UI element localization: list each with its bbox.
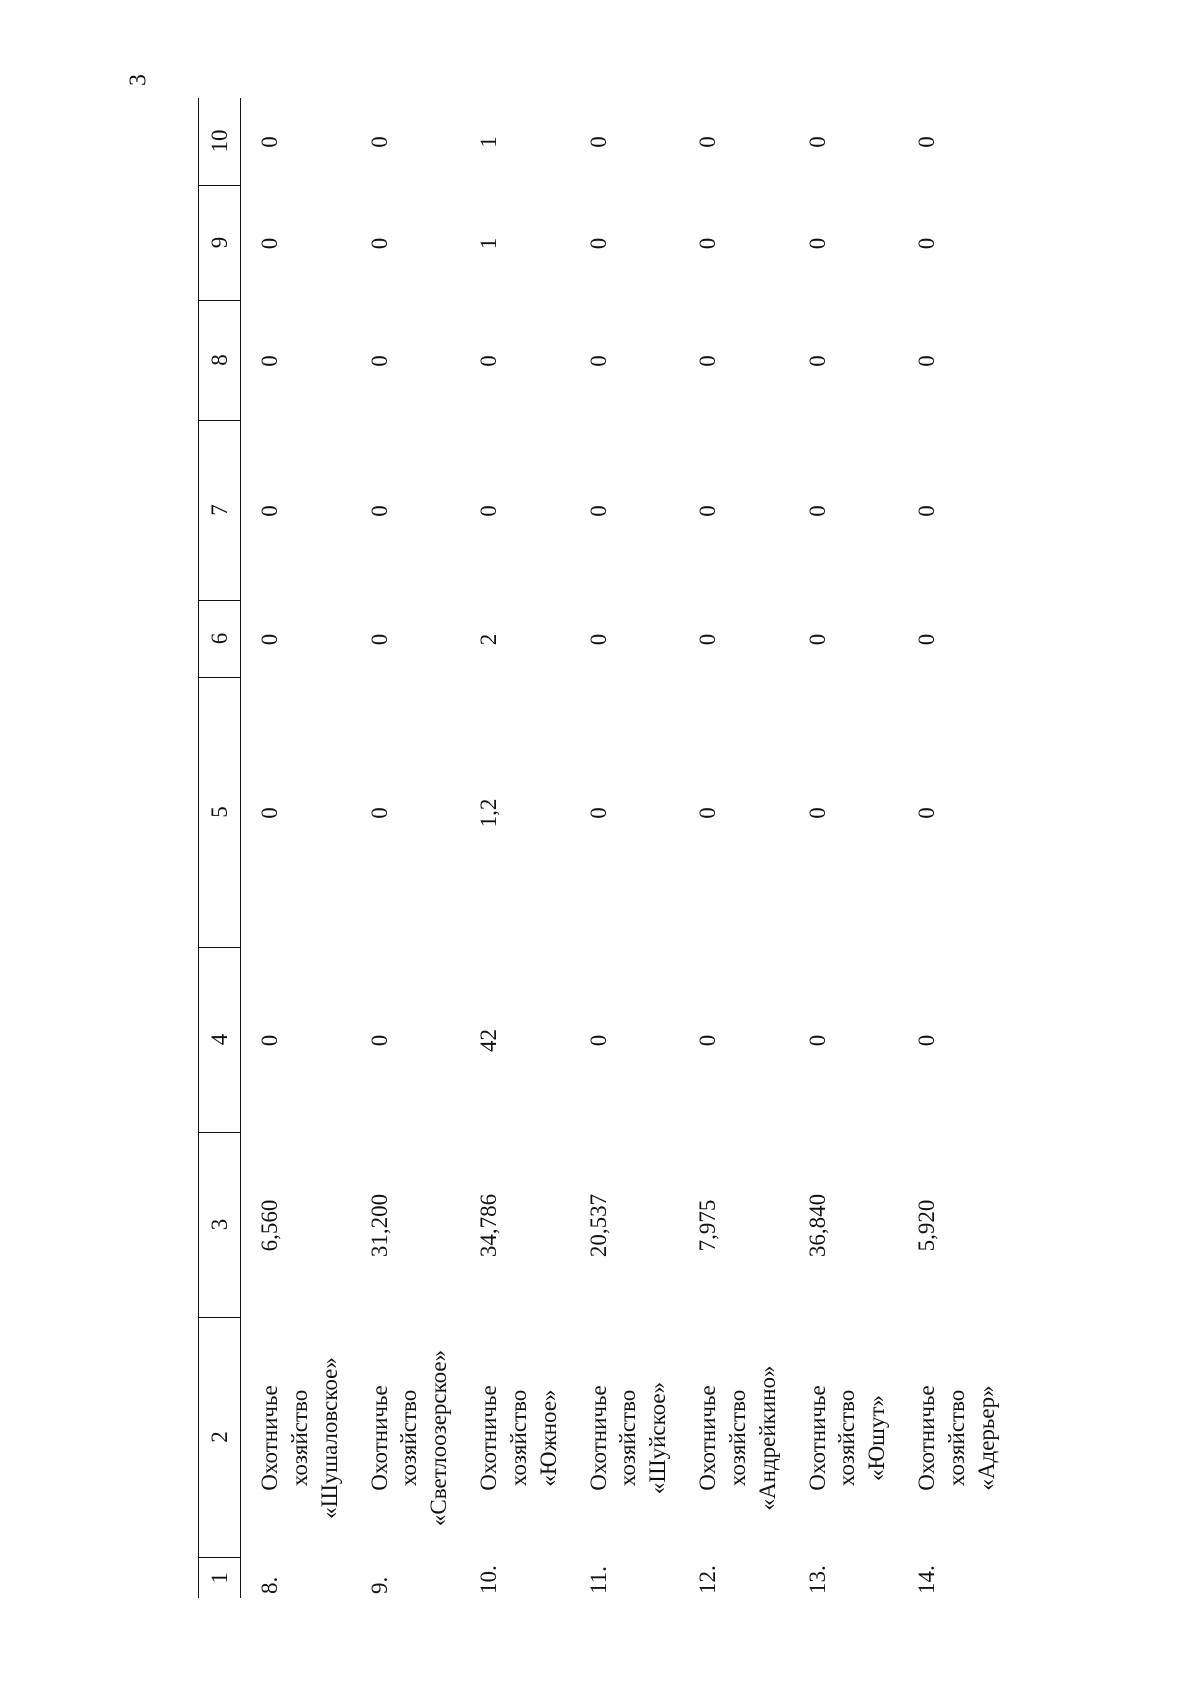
row-number: 11.	[585, 1566, 611, 1594]
header-cell: 2	[199, 1317, 240, 1558]
table-cell-c10: 0	[257, 136, 282, 148]
table-cell-c6: 0	[695, 633, 720, 646]
table-cell-c3: 6,560	[257, 1199, 282, 1252]
table-cell-c7: 0	[804, 505, 830, 517]
table-cell-c10: 0	[366, 136, 392, 148]
hunting-farm-name	[584, 1318, 674, 1558]
name-line: Охотничье	[476, 1385, 501, 1491]
table-cell-c8: 0	[695, 355, 720, 367]
header-cell: 5	[199, 677, 240, 948]
table-cell-c8: 0	[804, 355, 830, 367]
page-number: 3	[125, 74, 152, 86]
table-cell-c10: 0	[695, 136, 720, 148]
hunting-farm-name	[912, 1318, 1002, 1558]
table-cell-c4: 0	[914, 1034, 939, 1047]
table-cell-c9: 0	[804, 237, 830, 250]
name-line: Охотничье	[914, 1385, 939, 1491]
table-cell-c6: 2	[476, 633, 501, 646]
table-cell-c3: 5,920	[914, 1199, 939, 1252]
header-cell: 6	[199, 600, 240, 678]
header-cell: 9	[199, 185, 240, 301]
table-cell-c10: 0	[914, 136, 939, 148]
table-cell-c10: 0	[585, 136, 611, 148]
table-header-row	[198, 98, 241, 1598]
row-number: 13.	[804, 1565, 830, 1594]
table-cell-c5: 0	[585, 807, 611, 819]
table-cell-c7: 0	[366, 505, 392, 517]
table-cell-c7: 0	[585, 505, 611, 517]
name-line: хозяйство	[724, 1389, 750, 1487]
name-line: Охотничье	[804, 1385, 830, 1491]
name-line: «Светлоозерское»	[426, 1349, 452, 1527]
header-cell: 3	[199, 1132, 240, 1318]
name-line: «Юшут»	[864, 1395, 890, 1481]
name-line: «Шушаловское»	[316, 1357, 342, 1519]
table-cell-c4: 0	[695, 1034, 720, 1047]
table-cell-c10: 1	[476, 136, 501, 148]
hunting-farm-name	[365, 1318, 455, 1558]
name-line: хозяйство	[505, 1389, 531, 1487]
table-cell-c6: 0	[257, 633, 282, 646]
table-cell-c8: 0	[476, 355, 501, 367]
header-cell: 7	[199, 420, 240, 601]
table-cell-c3: 36,840	[804, 1193, 830, 1258]
row-number: 10.	[476, 1565, 501, 1594]
table-cell-c6: 0	[585, 633, 611, 646]
table-row	[474, 98, 584, 1598]
table-cell-c5: 1,2	[476, 798, 501, 828]
table-cell-c8: 0	[585, 355, 611, 367]
table-cell-c4: 42	[476, 1029, 501, 1052]
table-row	[584, 98, 694, 1598]
table-cell-c10: 0	[804, 136, 830, 148]
table-cell-c5: 0	[257, 807, 282, 819]
table-cell-c3: 31,200	[366, 1193, 392, 1258]
name-line: Охотничье	[695, 1385, 720, 1491]
name-line: хозяйство	[615, 1389, 641, 1487]
table-cell-c3: 34,786	[476, 1193, 501, 1258]
table-row	[693, 98, 803, 1598]
table-cell-c7: 0	[914, 505, 939, 517]
table-cell-c4: 0	[804, 1034, 830, 1047]
table-cell-c9: 0	[366, 237, 392, 250]
name-line: хозяйство	[396, 1389, 422, 1487]
data-table	[160, 98, 999, 1598]
table-cell-c7: 0	[695, 505, 720, 517]
table-cell-c5: 0	[914, 807, 939, 819]
table-cell-c5: 0	[804, 807, 830, 819]
hunting-farm-name	[803, 1318, 893, 1558]
name-line: Охотничье	[366, 1385, 392, 1491]
table-cell-c8: 0	[366, 355, 392, 367]
name-line: «Шуйское»	[645, 1381, 671, 1495]
table-row	[365, 98, 475, 1598]
table-cell-c8: 0	[914, 355, 939, 367]
hunting-farm-name	[255, 1318, 345, 1558]
table-cell-c9: 0	[695, 237, 720, 250]
hunting-farm-name	[693, 1318, 783, 1558]
name-line: «Андрейкино»	[754, 1365, 780, 1511]
row-number: 14.	[914, 1565, 939, 1594]
table-cell-c7: 0	[476, 505, 501, 517]
table-cell-c6: 0	[914, 633, 939, 646]
row-number: 9.	[366, 1576, 392, 1594]
name-line: хозяйство	[943, 1389, 969, 1487]
hunting-farm-name	[474, 1318, 564, 1558]
header-cell: 8	[199, 300, 240, 421]
table-cell-c9: 1	[476, 237, 501, 250]
header-cell: 4	[199, 947, 240, 1133]
table-cell-c9: 0	[257, 237, 282, 250]
row-number: 8.	[257, 1576, 282, 1594]
table-cell-c6: 0	[366, 633, 392, 646]
name-line: «Адерьер»	[973, 1385, 999, 1491]
header-cell: 1	[206, 1572, 232, 1584]
table-cell-c3: 7,975	[695, 1199, 720, 1252]
table-row	[803, 98, 913, 1598]
table-cell-c4: 0	[257, 1034, 282, 1047]
row-number: 12.	[695, 1565, 720, 1594]
table-cell-c5: 0	[366, 807, 392, 819]
table-cell-c3: 20,537	[585, 1193, 611, 1258]
table-cell-c9: 0	[914, 237, 939, 250]
table-cell-c6: 0	[804, 633, 830, 646]
table-row	[912, 98, 1022, 1598]
table-cell-c8: 0	[257, 355, 282, 367]
name-line: Охотничье	[585, 1385, 611, 1491]
table-cell-c4: 0	[585, 1034, 611, 1047]
name-line: хозяйство	[834, 1389, 860, 1487]
header-cell: 10	[199, 97, 240, 186]
table-cell-c4: 0	[366, 1034, 392, 1047]
table-cell-c7: 0	[257, 505, 282, 517]
name-line: хозяйство	[286, 1389, 312, 1487]
table-row	[255, 98, 365, 1598]
table-cell-c5: 0	[695, 807, 720, 819]
table-cell-c9: 0	[585, 237, 611, 250]
name-line: «Южное»	[535, 1389, 561, 1487]
name-line: Охотничье	[257, 1385, 282, 1491]
